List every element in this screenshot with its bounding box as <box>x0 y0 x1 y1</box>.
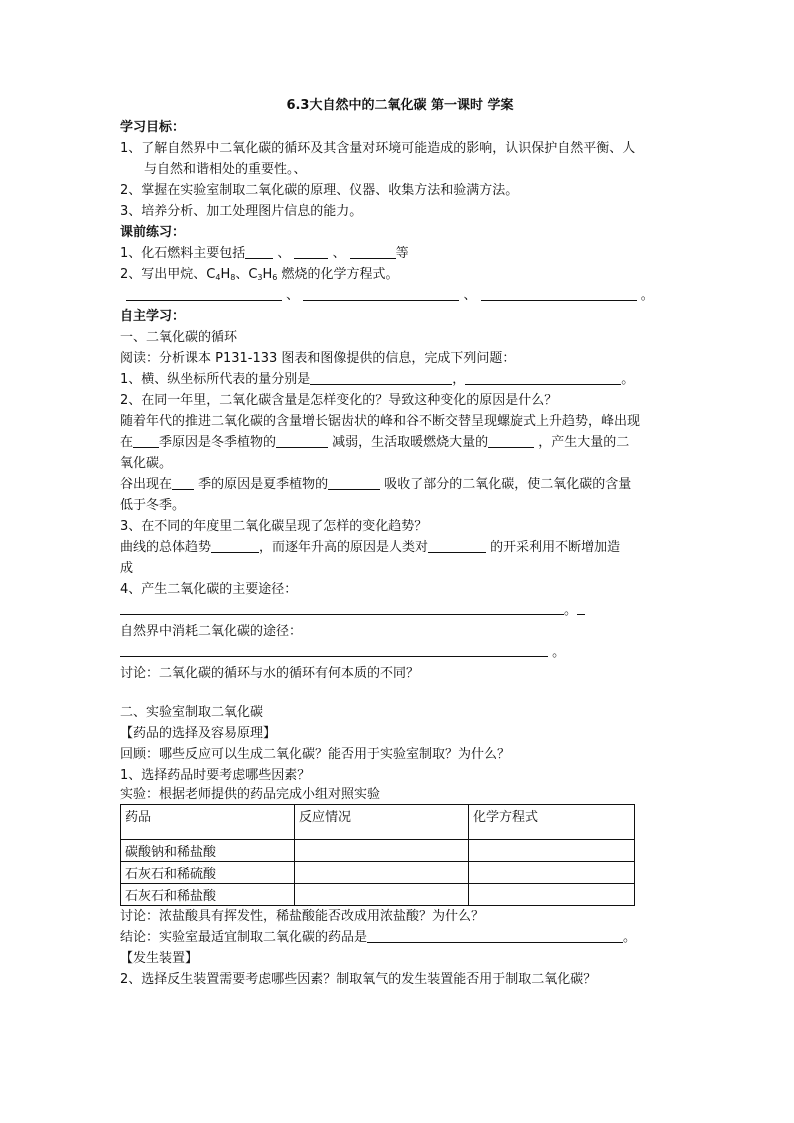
preview-heading: 课前练习： <box>120 225 186 240</box>
text: 在 <box>120 435 134 450</box>
paragraph-peak-blanks <box>120 432 680 453</box>
paragraph-peak-end: 氧化碳。 <box>120 456 173 471</box>
experiment-table <box>120 804 635 906</box>
period: 。 <box>640 288 654 303</box>
subscript: 4 <box>215 273 221 282</box>
fill-blank[interactable] <box>428 538 486 553</box>
table-row <box>121 840 635 862</box>
separator: 、 <box>277 246 291 261</box>
fill-blank[interactable] <box>328 475 380 490</box>
answer-line-tail <box>577 601 585 615</box>
consume-question: 自然界中消耗二氧化碳的途径： <box>120 624 303 639</box>
fill-blank[interactable] <box>172 475 194 490</box>
table-cell-equation[interactable] <box>469 884 635 906</box>
goal-item-3: 3、培养分析、加工处理图片信息的能力。 <box>120 204 363 219</box>
fill-blank[interactable] <box>465 370 621 385</box>
answer-line[interactable] <box>120 643 548 657</box>
spacer <box>120 684 680 702</box>
period: 。 <box>623 930 637 945</box>
table-cell-reaction[interactable] <box>295 862 469 884</box>
text: ，而逐年升高的原因是人类对 <box>259 540 429 555</box>
review-question: 回顾：哪些反应可以生成二氧化碳？能否用于实验室制取？为什么？ <box>120 747 511 762</box>
formula-text: 、C <box>235 267 258 282</box>
fill-blank[interactable] <box>481 286 637 301</box>
answer-line-consume <box>120 642 680 663</box>
formula-text: H <box>262 267 273 282</box>
goal-item-1-cont: 与自然和谐相处的重要性。、 <box>144 162 307 177</box>
fill-blank[interactable] <box>367 928 623 943</box>
separator: 、 <box>286 288 300 303</box>
fill-blank[interactable] <box>126 286 282 301</box>
self-q1 <box>120 369 680 390</box>
subscript: 3 <box>257 273 263 282</box>
conclusion-text: 结论：实验室最适宜制取二氧化碳的药品是 <box>120 930 368 945</box>
table-cell-equation[interactable] <box>469 840 635 862</box>
table-cell-equation[interactable] <box>469 862 635 884</box>
text: 的开采利用不断增加造 <box>486 540 621 555</box>
preview-q2 <box>120 264 680 285</box>
self-q4: 4、产生二氧化碳的主要途径： <box>120 582 298 597</box>
fill-blank[interactable] <box>245 244 273 259</box>
period: 。 <box>621 372 635 387</box>
self-study-heading: 自主学习： <box>120 309 186 324</box>
table-cell-reaction[interactable] <box>295 884 469 906</box>
subsection-reagents: 【药品的选择及容易原理】 <box>120 726 277 741</box>
paragraph-valley-end: 低于冬季。 <box>120 498 186 513</box>
answer-line-sources <box>120 600 680 621</box>
section1-title: 一、二氧化碳的循环 <box>120 330 238 345</box>
preview-q1 <box>120 243 680 264</box>
lab-conclusion <box>120 927 680 948</box>
table-header-cell: 化学方程式 <box>469 805 635 840</box>
text: ，产生大量的二 <box>534 435 630 450</box>
self-discussion: 讨论：二氧化碳的循环与水的循环有何本质的不同？ <box>120 666 420 681</box>
goals-heading: 学习目标： <box>120 120 186 135</box>
separator: 、 <box>463 288 477 303</box>
reading-instruction: 阅读：分析课本 P131-133 图表和图像提供的信息，完成下列问题： <box>120 351 516 366</box>
paragraph-trend <box>120 537 680 558</box>
preview-q1-text: 1、化石燃料主要包括 <box>120 246 246 261</box>
period: 。 <box>564 603 578 618</box>
equation-blanks <box>120 285 680 306</box>
lab-q2: 2、选择反生装置需要考虑哪些因素？制取氧气的发生装置能否用于制取二氧化碳？ <box>120 972 597 987</box>
table-row <box>121 862 635 884</box>
separator: 、 <box>332 246 346 261</box>
text: 季原因是冬季植物的 <box>159 435 277 450</box>
comma: ， <box>452 372 466 387</box>
lab-discussion: 讨论：浓盐酸具有挥发性，稀盐酸能否改成用浓盐酸？为什么？ <box>120 909 485 924</box>
subscript: 6 <box>272 273 278 282</box>
fill-blank[interactable] <box>488 433 534 448</box>
text: 谷出现在 <box>120 477 173 492</box>
preview-q1-suffix: 等 <box>395 246 409 261</box>
fill-blank[interactable] <box>303 286 459 301</box>
text: 减弱，生活取暖燃烧大量的 <box>328 435 489 450</box>
paragraph-trend-end: 成 <box>120 561 134 576</box>
table-header-cell: 反应情况 <box>295 805 469 840</box>
fill-blank[interactable] <box>350 244 396 259</box>
self-q2: 2、在同一年里，二氧化碳含量是怎样变化的？导致这种变化的原因是什么？ <box>120 393 558 408</box>
self-q3: 3、在不同的年度里二氧化碳呈现了怎样的变化趋势？ <box>120 519 428 534</box>
text: 曲线的总体趋势 <box>120 540 212 555</box>
subsection-apparatus: 【发生装置】 <box>120 951 199 966</box>
table-row <box>121 884 635 906</box>
table-header-row <box>121 805 635 840</box>
formula-text: 燃烧的化学方程式。 <box>277 267 399 282</box>
text: 季的原因是夏季植物的 <box>194 477 329 492</box>
formula-text: H <box>220 267 231 282</box>
worksheet <box>120 96 680 990</box>
goal-item-1: 1、了解自然界中二氧化碳的循环及其含量对环境可能造成的影响，认识保护自然平衡、人 <box>120 141 636 156</box>
answer-line[interactable] <box>120 601 564 615</box>
fill-blank[interactable] <box>133 433 159 448</box>
table-cell-reagent: 石灰石和稀硫酸 <box>121 862 295 884</box>
goal-item-2: 2、掌握在实验室制取二氧化碳的原理、仪器、收集方法和验满方法。 <box>120 183 519 198</box>
fill-blank[interactable] <box>294 244 328 259</box>
paragraph-peak: 随着年代的推进二氧化碳的含量增长锯齿状的峰和谷不断交替呈现螺旋式上升趋势，峰出现 <box>120 414 641 429</box>
paragraph-valley <box>120 474 680 495</box>
period: 。 <box>552 645 566 660</box>
table-cell-reaction[interactable] <box>295 840 469 862</box>
lab-q1: 1、选择药品时要考虑哪些因素？ <box>120 768 311 783</box>
fill-blank[interactable] <box>276 433 328 448</box>
table-cell-reagent: 碳酸钠和稀盐酸 <box>121 840 295 862</box>
subscript: 8 <box>230 273 236 282</box>
table-cell-reagent: 石灰石和稀盐酸 <box>121 884 295 906</box>
text: 吸收了部分的二氧化碳，使二氧化碳的含量 <box>380 477 632 492</box>
section2-title: 二、实验室制取二氧化碳 <box>120 705 264 720</box>
self-q1-text: 1、横、纵坐标所代表的量分别是 <box>120 372 311 387</box>
fill-blank[interactable] <box>211 538 259 553</box>
table-header-cell: 药品 <box>121 805 295 840</box>
fill-blank[interactable] <box>310 370 452 385</box>
formula-text: 2、写出甲烷、C <box>120 267 216 282</box>
experiment-instruction: 实验：根据老师提供的药品完成小组对照实验 <box>120 787 381 802</box>
page-title: 6.3大自然中的二氧化碳 第一课时 学案 <box>286 98 514 113</box>
